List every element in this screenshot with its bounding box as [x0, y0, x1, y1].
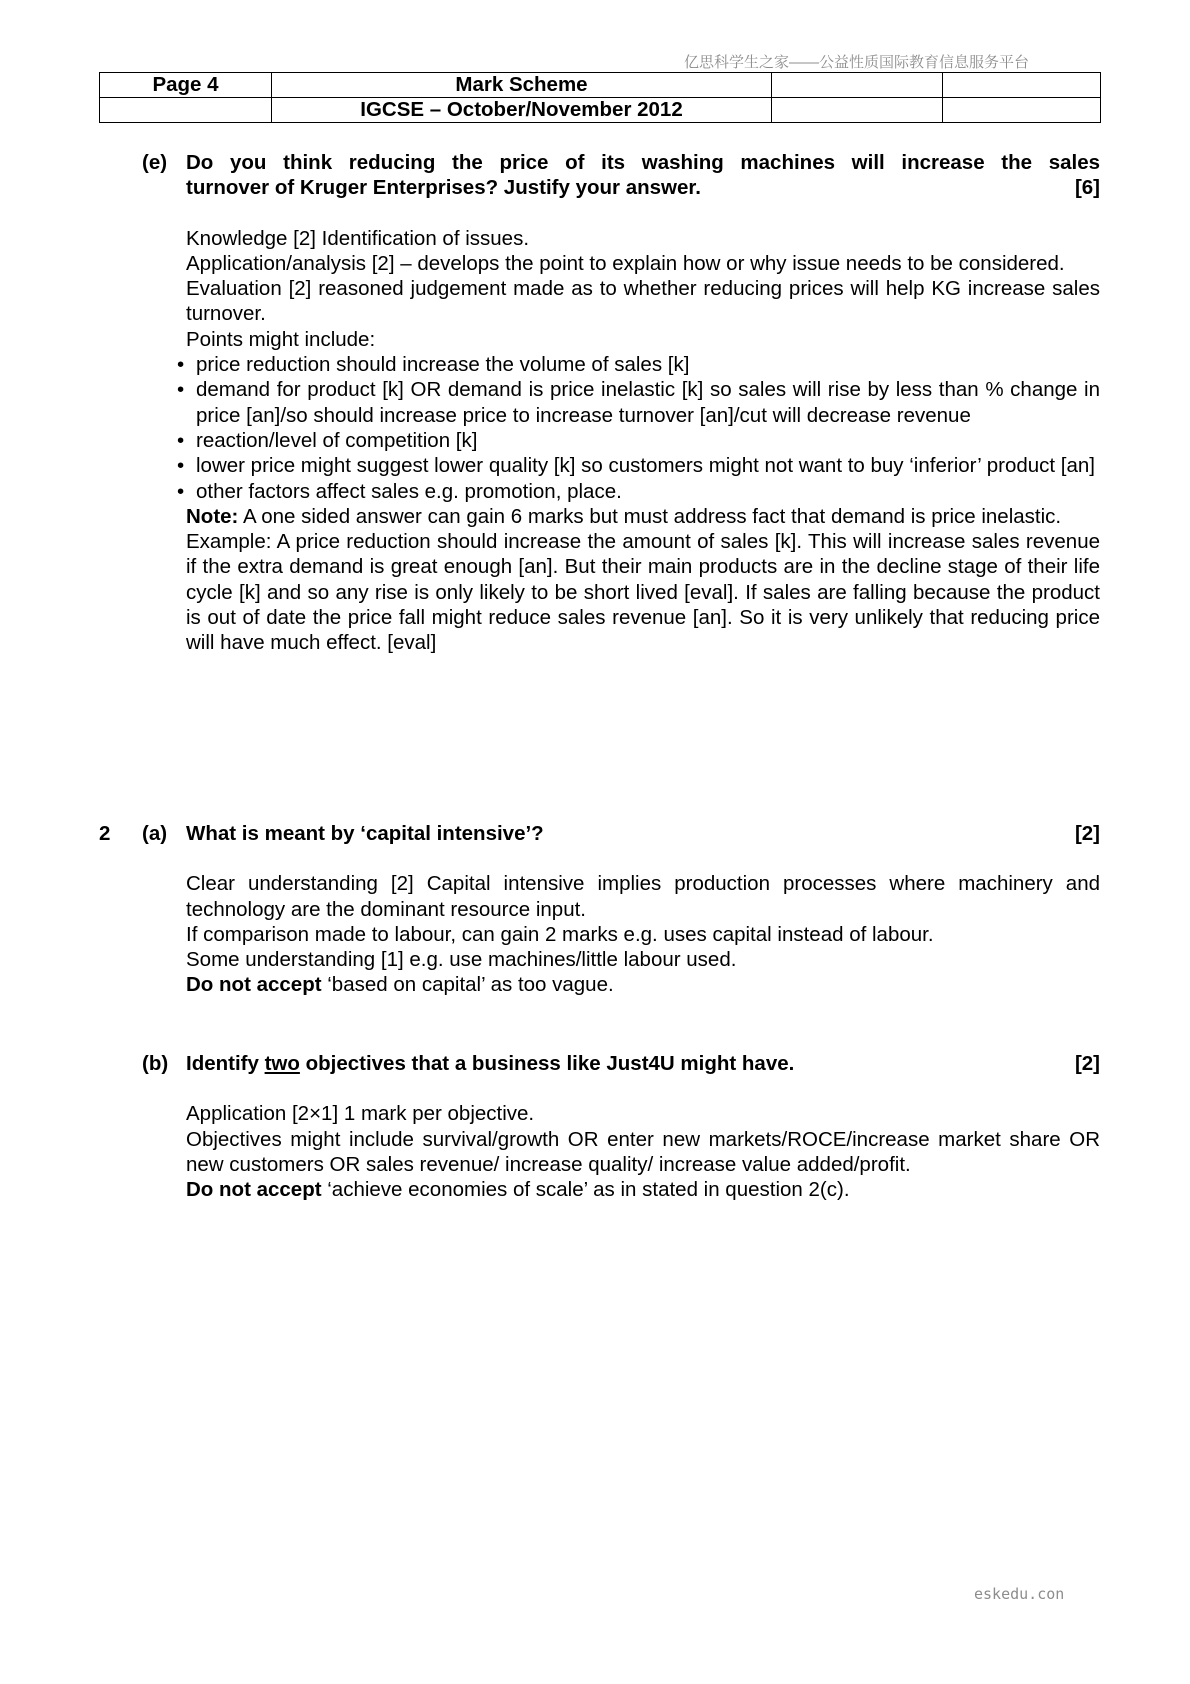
question-label-e: (e)	[142, 151, 168, 174]
application-criteria: Application/analysis [2] – develops the point to explain how or why issue needs to be considered.	[186, 251, 1065, 275]
list-item	[174, 377, 1100, 428]
question-text	[186, 1051, 794, 1076]
header-empty-cell	[100, 98, 272, 123]
bullet-icon: •	[177, 353, 185, 377]
do-not-accept-text: ‘achieve economies of scale’ as in stated in question 2(c).	[321, 1178, 850, 1202]
list-item	[174, 453, 1100, 478]
bullet-icon: •	[177, 428, 185, 452]
list-item	[174, 479, 1100, 504]
header-title: Mark Scheme	[272, 73, 772, 98]
do-not-accept-line	[186, 1177, 1100, 1202]
header-subtitle: IGCSE – October/November 2012	[272, 98, 772, 123]
list-item-text: other factors affect sales e.g. promotion, place.	[196, 479, 622, 503]
do-not-accept-label: Do not accept	[186, 1178, 322, 1202]
question-line	[186, 821, 1100, 846]
list-item-text: demand for product [k] OR demand is price inelastic [k] so sales will rise by less than % change in price [an]/so should increase price to increase turnover [an]/cut will decrease revenue	[196, 378, 1100, 427]
question-marks: [6]	[1074, 176, 1100, 200]
question-marks: [2]	[1074, 822, 1100, 845]
list-item-text: price reduction should increase the volume of sales [k]	[196, 353, 690, 377]
question-text: Do you think reducing the price of its washing machines will increase the sales	[186, 151, 1100, 174]
answer-line: Application [2×1] 1 mark per objective.	[186, 1102, 535, 1126]
points-intro: Points might include:	[186, 327, 376, 351]
answer-line: If comparison made to labour, can gain 2 marks e.g. uses capital instead of labour.	[186, 922, 934, 946]
answer-line: Objectives might include survival/growth OR enter new markets/ROCE/increase market share OR new customers OR sales revenue/ increase quality/ increase value added/profit.	[186, 1127, 1100, 1176]
question-number-2: 2	[99, 822, 111, 845]
list-item	[174, 352, 1100, 377]
question-label-a: (a)	[142, 822, 168, 845]
question-text: What is meant by ‘capital intensive’?	[186, 822, 544, 845]
evaluation-criteria: Evaluation [2] reasoned judgement made as to whether reducing prices will help KG increase sales turnover.	[186, 277, 1100, 326]
example-paragraph: Example: A price reduction should increase the amount of sales [k]. This will increase sales revenue if the extra demand is great enough [an]. But their main products are in the decline stage of their life cycle [k] and so any rise is only likely to be short lived [eval]. If sales are falling because the product is out of date the price fall might reduce sales revenue [an]. So it is very unlikely that reducing price will have much effect. [eval]	[186, 530, 1100, 655]
header-empty-cell	[772, 73, 943, 98]
question-marks: [2]	[1074, 1052, 1100, 1075]
question-text: turnover of Kruger Enterprises? Justify your answer.	[186, 176, 701, 200]
answer-line: Some understanding [1] e.g. use machines/little labour used.	[186, 948, 737, 972]
question-line	[186, 175, 1100, 200]
question-2b-section	[186, 1051, 1100, 1202]
points-list	[174, 352, 1100, 504]
answer-line: Clear understanding [2] Capital intensive implies production processes where machinery and technology are the dominant resource input.	[186, 872, 1100, 921]
question-emphasis: two	[264, 1052, 300, 1075]
list-item-text: lower price might suggest lower quality [k] so customers might not want to buy ‘inferior’ product [an]	[196, 454, 1095, 478]
header-empty-cell	[943, 98, 1101, 123]
bullet-icon: •	[177, 479, 185, 503]
question-text-part: objectives that a business like Just4U might have.	[299, 1052, 795, 1075]
note-text: A one sided answer can gain 6 marks but must address fact that demand is price inelastic.	[238, 504, 1062, 528]
bullet-icon: •	[177, 378, 185, 402]
do-not-accept-text: ‘based on capital’ as too vague.	[321, 973, 614, 997]
header-table	[99, 72, 1101, 123]
question-1e-section	[177, 150, 1100, 656]
bullet-icon: •	[177, 454, 185, 478]
question-text-part: Identify	[186, 1052, 265, 1075]
watermark-top: 亿思科学生之家——公益性质国际教育信息服务平台	[684, 54, 1030, 71]
knowledge-criteria: Knowledge [2] Identification of issues.	[186, 226, 530, 250]
note-paragraph	[186, 504, 1100, 529]
do-not-accept-line	[186, 972, 1100, 997]
note-label: Note:	[186, 504, 239, 528]
watermark-bottom: eskedu.con	[974, 1585, 1065, 1603]
header-empty-cell	[772, 98, 943, 123]
question-label-b: (b)	[142, 1052, 169, 1075]
question-line	[186, 1051, 1100, 1076]
header-empty-cell	[943, 73, 1101, 98]
list-item-text: reaction/level of competition [k]	[196, 428, 478, 452]
question-2a-section	[186, 821, 1100, 998]
header-page-number: Page 4	[100, 73, 272, 98]
do-not-accept-label: Do not accept	[186, 973, 322, 997]
list-item	[174, 428, 1100, 453]
